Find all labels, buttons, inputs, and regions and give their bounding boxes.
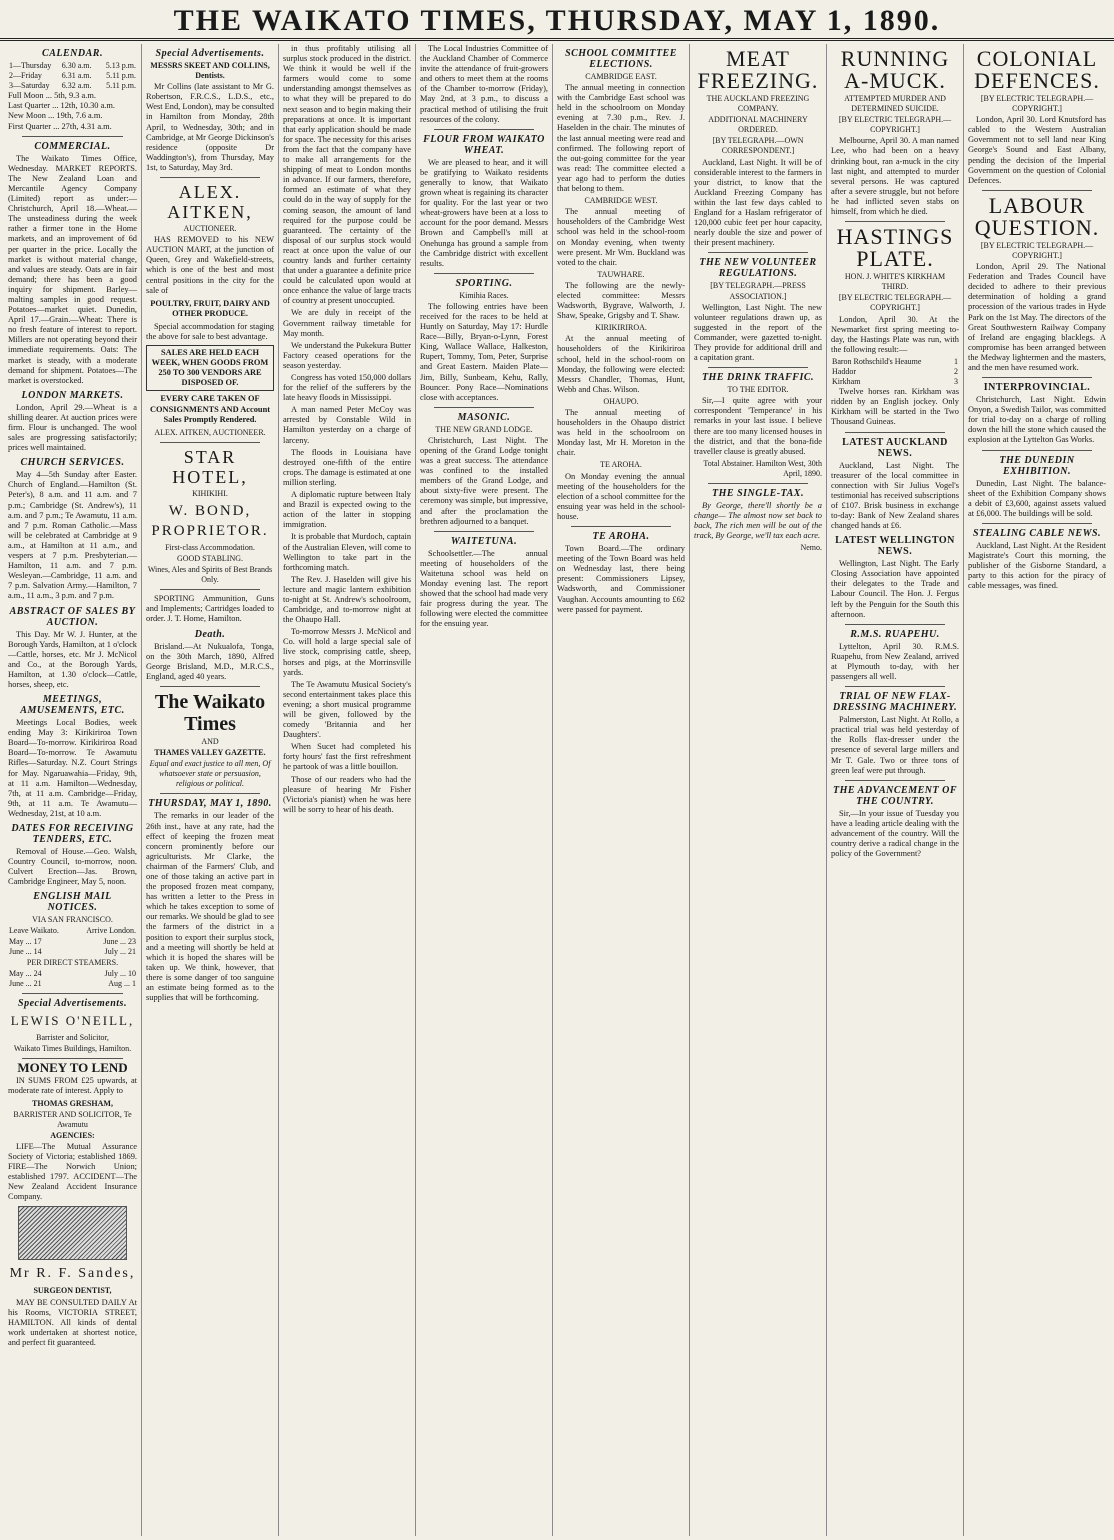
divider — [845, 221, 945, 222]
waitetuna-heading: WAITETUNA. — [450, 535, 518, 547]
amuck-subheading: ATTEMPTED MURDER AND DETERMINED SUICIDE. — [844, 94, 946, 114]
paper-motto: Equal and exact justice to all men, Of whatsoever state or persuasion, religious or political. — [149, 759, 271, 789]
ruapehu-heading: R.M.S. RUAPEHU. — [850, 628, 940, 640]
divider — [22, 993, 123, 994]
te-aroha-text: On Monday evening the annual meeting of the householders for the election of a school committee for the ensuing year was held in the school-house. — [557, 471, 685, 521]
moon-phase: Full Moon ... 5th, 9.3 a.m. — [8, 91, 96, 101]
agencies-text: LIFE—The Mutual Assurance Society of Victoria; established 1869. FIRE—The Norwich Union; established 1797. ACCIDENT—The New Zealand Accident Insurance Company. — [8, 1141, 137, 1202]
ohaupo-text: The annual meeting of householders in the Ohaupo district was held in the schoolroom on Monday last, Mr H. Moreton in the chair. — [557, 408, 685, 458]
divider — [160, 442, 260, 443]
special-ads-heading: Special Advertisements. — [155, 48, 265, 59]
aitken-goods: POULTRY, FRUIT, DAIRY AND OTHER PRODUCE. — [150, 298, 270, 318]
kirikiriroa-text: At the annual meeting of householders of the Kirikiriroa school, held in the school-room on Monday, the following were elected: Messrs Chandler, Thomas, Hunt, Webb and Chas. Wilson. — [557, 334, 685, 394]
auckland-news-heading: LATEST AUCKLAND NEWS. — [842, 436, 948, 459]
divider — [22, 1058, 123, 1059]
te-aroha-heading-2: TE AROHA. — [592, 531, 650, 543]
single-tax-heading: THE SINGLE-TAX. — [712, 488, 804, 499]
hastings-telegraph: [BY ELECTRIC TELEGRAPH.—COPYRIGHT.] — [838, 293, 952, 313]
moon-phases — [8, 91, 137, 131]
moon-phase: First Quarter ... 27th, 4.31 a.m. — [8, 121, 112, 131]
colonial-defences-telegraph: [BY ELECTRIC TELEGRAPH.—COPYRIGHT.] — [980, 94, 1094, 114]
table-row — [8, 979, 137, 989]
hastings-after: Twelve horses ran. Kirkham was ridden by an English jockey. Only Kirkham will be started in the Two Thousand Guineas. — [831, 387, 959, 427]
volunteer-heading: THE NEW VOLUNTEER REGULATIONS. — [699, 257, 817, 280]
amuck-text: Melbourne, April 30. A man named Lee, who had been on a heavy drinking bout, ran a-muck in the city last night, and attempted to murder several persons. He was captured after a severe struggle, but not before he had inflicted seven stabs on himself, from which he died. — [831, 136, 959, 217]
wellington-news-text: Wellington, Last Night. The Early Closing Association have appointed their delegates to the Trade and Labour Council. The Hon. J. Fergus left by the Penguin for the South this afternoon. — [831, 559, 959, 619]
divider — [845, 780, 945, 781]
london-markets-text: London, April 29.—Wheat is a shilling dearer. At auction prices were firm. Flour is unchanged. The wool sales are progressing satisfactorily; prices well maintained. — [8, 402, 137, 453]
volunteer-text: Wellington, Last Night. The new volunteer regulations drawn up, as suggested in the report of the Commander, were gazetted to-night. They provide for additional drill and a capitation grant. — [694, 302, 822, 363]
sales-banner: SALES ARE HELD EACH WEEK, WHEN GOODS FROM 250 TO 300 VENDORS ARE DISPOSED OF. — [146, 345, 274, 391]
placing: 1 — [954, 356, 958, 366]
volunteer-telegraph: [BY TELEGRAPH.—PRESS ASSOCIATION.] — [710, 281, 806, 301]
gresham-title: BARRISTER AND SOLICITOR, Te Awamutu — [13, 1109, 132, 1129]
table-header: Leave Waikato. — [9, 926, 59, 936]
sandes-text: MAY BE CONSULTED DAILY At his Rooms, VICTORIA STREET, HAMILTON. All kinds of dental work undertaken at shortest notice, and perfect fit guaranteed. — [8, 1297, 137, 1347]
oneill-name: LEWIS O'NEILL, — [10, 1013, 135, 1029]
masonic-subheading: THE NEW GRAND LODGE. — [435, 424, 533, 434]
divider — [160, 589, 260, 590]
calendar-heading: CALENDAR. — [42, 48, 103, 59]
masonic-text: Christchurch, Last Night. The opening of the Grand Lodge tonight was a great success. The attendance was confined to the installed members of the Grand Lodge, and about sixty-five were present. The ceremony was simple, but impressive, and after the proclamation the brethren adjourned to a banquet. — [420, 435, 548, 526]
agencies-heading: AGENCIES: — [50, 1130, 95, 1140]
meat-freezing-heading: MEAT FREEZING. — [697, 46, 819, 93]
money-to-lend-heading: MONEY TO LEND — [17, 1060, 128, 1076]
single-tax-signature: Nemo. — [800, 543, 822, 553]
ohaupo-heading: OHAUPO. — [603, 396, 639, 406]
flour-heading: FLOUR FROM WAIKATO WHEAT. — [423, 133, 545, 156]
divider — [434, 407, 534, 408]
column-7 — [826, 44, 963, 1536]
cambridge-west-heading: CAMBRIDGE WEST. — [584, 196, 658, 206]
table-cell: May ... 24 — [9, 968, 42, 978]
tenders-text: Removal of House.—Geo. Walsh, Country Council, to-morrow, noon. Culvert Erection—Jas. Brown, Cambridge Engineer, May 5, noon. — [8, 847, 137, 887]
meat-freezing-sub-2: ADDITIONAL MACHINERY ORDERED. — [708, 115, 808, 135]
meetings-text: Meetings Local Bodies, week ending May 3: Kirikiriroa Town Board—To-morrow. Kirikiriroa Road Board—To-morrow. Te Awamutu Rifles—Saturday. N.Z. Court Strings for May. Ngaruawahia—Friday, 9th, at 11 a.m. Hamilton—Wednesday, 7th, at 11 a.m. Cambridge—Friday, 9th, at 11 a.m. Te Awamutu—Wednesday, 21st, at 10 a.m. — [8, 718, 137, 818]
aitken-name: ALEX. AITKEN, — [167, 182, 253, 223]
news-item: Those of our readers who had the pleasure of hearing Mr Fisher (Victoria's pianist) when he was here will be sorry to hear of his death. — [283, 774, 411, 814]
meetings-heading: MEETINGS, AMUSEMENTS, ETC. — [20, 694, 125, 717]
mail-table-2 — [8, 969, 137, 989]
divider — [434, 531, 534, 532]
mail-table — [8, 926, 137, 956]
star-hotel-accommodation: First-class Accommodation. — [165, 542, 255, 552]
aitken-title: AUCTIONEER. — [183, 224, 237, 234]
exhibition-heading: THE DUNEDIN EXHIBITION. — [999, 454, 1075, 477]
masthead-title: THE WAIKATO TIMES, THURSDAY, MAY 1, 1890. — [173, 4, 941, 37]
moon-phase: Last Quarter ... 12th, 10.30 a.m. — [8, 101, 115, 111]
advancement-heading: THE ADVANCEMENT OF THE COUNTRY. — [832, 784, 958, 807]
divider — [708, 483, 808, 484]
mail-heading: ENGLISH MAIL NOTICES. — [33, 891, 112, 914]
school-elections-heading: SCHOOL COMMITTEE ELECTIONS. — [565, 48, 677, 70]
placing: 3 — [954, 377, 958, 387]
leader-text: The remarks in our leader of the 26th inst., have at any rate, had the effect of keeping the frozen meat concern prominently before our agriculturists. Mr Clarke, the chairman of the Farmers' Club, and one of those taking an active part in the proposed frozen meat company, has written a letter to the Press in which he takes exception to some of our remarks. We should be glad to see the farmers of the district in a position to export their surplus stock, and a meeting will shortly be held at which it is hoped the shares will be taken up. We think, however, that there is some danger of too sanguine an estimate being formed as to the supplies that will be forthcoming. — [146, 811, 274, 1003]
sandes-name: Mr R. F. Sandes, — [9, 1266, 136, 1282]
te-aroha-heading: TE AROHA. — [600, 460, 642, 470]
oneill-title: Barrister and Solicitor, — [36, 1033, 109, 1043]
divider — [434, 273, 534, 274]
horse-name: Baron Rothschild's Heaume — [832, 356, 922, 366]
wellington-news-heading: LATEST WELLINGTON NEWS. — [835, 535, 955, 558]
table-cell: Aug ... 1 — [108, 978, 136, 988]
divider — [982, 450, 1092, 451]
kimihia-heading: Kimihia Races. — [459, 290, 509, 300]
exhibition-text: Dunedin, Last Night. The balance-sheet of the Exhibition Company shows a debit of £3,600, against assets valued at £6,000. The buildings will be sold. — [968, 478, 1106, 518]
masthead — [0, 0, 1114, 41]
paper-and: AND — [201, 736, 219, 746]
divider — [708, 367, 808, 368]
divider — [982, 523, 1092, 524]
news-item: A man named Peter McCoy was arrested by Constable Wild in Hamilton yesterday on a charge of larceny. — [283, 405, 411, 445]
columns — [4, 44, 1110, 1536]
dentures-illustration — [18, 1206, 127, 1260]
drink-traffic-signature: Total Abstainer. Hamilton West, 30th April, 1890. — [703, 458, 822, 478]
london-markets-heading: LONDON MARKETS. — [21, 389, 124, 401]
divider — [571, 526, 671, 527]
dateline: THURSDAY, MAY 1, 1890. — [148, 798, 272, 810]
labour-telegraph: [BY ELECTRIC TELEGRAPH.—COPYRIGHT.] — [980, 240, 1094, 260]
table-row — [8, 926, 137, 936]
placing: 2 — [954, 366, 958, 376]
column-1 — [4, 44, 141, 1536]
divider — [160, 177, 260, 178]
table-cell: May ... 17 — [9, 936, 42, 946]
divider — [434, 129, 534, 130]
te-aroha-text-2: Town Board.—The ordinary meeting of the Town Board was held on Wednesday last, there being present: Commissioners Lipsey, Wadsworth, and Commissioner Vaughan. Accounts amounting to £62 were passed for payment. — [557, 544, 685, 614]
sun-sets: 5.13 p.m. — [105, 61, 136, 70]
special-ads-heading: Special Advertisements. — [18, 998, 127, 1010]
interprovincial-heading: INTERPROVINCIAL. — [983, 382, 1091, 394]
table-cell: June ... 23 — [103, 936, 136, 946]
star-hotel-wines: Wines, Ales and Spirits of Best Brands Only. — [147, 565, 273, 585]
single-tax-text: By George, there'll shortly be a change— The almost now set back to back, The rich men will be out of the track, By George, we'll tax each acre. — [694, 501, 822, 541]
divider — [22, 136, 123, 137]
kirikiriroa-heading: KIRIKIRIROA. — [595, 323, 647, 333]
table-row — [8, 947, 137, 957]
advancement-text: Sir,—In your issue of Tuesday you have a leading article dealing with the advancement of the country. Will the country derive a radical change in the policy of the Government? — [831, 808, 959, 859]
news-item: When Sucet had completed his forty hours' fast the first refreshment he partook of was a little bouillon. — [283, 742, 411, 772]
table-row — [8, 61, 137, 71]
money-to-lend-text: IN SUMS FROM £25 upwards, at moderate rate of interest. Apply to — [8, 1076, 137, 1096]
star-hotel-place: KIHIKIHI. — [192, 488, 228, 498]
table-cell: July ... 21 — [104, 946, 136, 956]
masonic-heading: MASONIC. — [457, 411, 511, 423]
sandes-title: SURGEON DENTIST, — [33, 1286, 112, 1296]
table-row — [831, 377, 959, 387]
tauwhare-heading: TAUWHARE. — [597, 269, 645, 279]
news-item: It is probable that Murdoch, captain of the Australian Eleven, will come to Wellington to take part in the forthcoming match. — [283, 532, 412, 572]
committee-text: The Local Industries Committee of the Auckland Chamber of Commerce invite the attendance of fruit-growers and others to meet them at the rooms of the Chamber to-morrow (Friday), May 2nd, at 3 p.m., to discuss a practical method of utilising the fruit resources of the colony. — [420, 44, 548, 124]
table-header: Arrive London. — [86, 926, 136, 936]
horse-name: Haddor — [832, 366, 856, 376]
horse-name: Kirkham — [832, 377, 861, 387]
table-row — [831, 367, 959, 377]
colonial-defences-heading: COLONIAL DEFENCES. — [974, 46, 1100, 93]
calendar-table — [8, 61, 137, 91]
amuck-telegraph: [BY ELECTRIC TELEGRAPH.—COPYRIGHT.] — [838, 115, 952, 135]
labour-heading: LABOUR QUESTION. — [974, 192, 1100, 240]
calendar-day: 1—Thursday — [9, 61, 52, 70]
aitken-signature: ALEX. AITKEN, AUCTIONEER. — [154, 427, 266, 437]
drink-traffic-heading: THE DRINK TRAFFIC. — [701, 372, 815, 384]
column-3 — [278, 44, 415, 1536]
tauwhare-text: The following are the newly-elected committee: Messrs Wadsworth, Bygrave, Walworth, J. Shaw, Speake, Grigsby and T. Shaw. — [557, 280, 685, 321]
table-cell: June ... 14 — [9, 946, 42, 956]
column-4 — [415, 44, 552, 1536]
news-item: The floods in Louisiana have destroyed one-fifth of the entire crops. The damage is estimated at one million sterling. — [283, 447, 411, 487]
labour-text: London, April 29. The National Federation and Trades Council have decided to adhere to their previous determination of holding a grand procession of the various trades in Hyde Park on the 1st May. The directors of the Great Southwestern Railway Company of Ireland are engaging blacklegs. A compromise has been arranged between the Medway lightermen and the masters, and the men have resumed work. — [968, 262, 1106, 372]
calendar-day: 3—Saturday — [9, 81, 50, 91]
divider — [845, 432, 945, 433]
sun-rises: 6.30 a.m. — [61, 61, 92, 70]
interprovincial-text: Christchurch, Last Night. Edwin Onyon, a Swedish Tailor, was committed for trial to-day on a charge of rolling down the hill the stone which caused the explosion at the Lyttelton Gas Works. — [968, 395, 1106, 445]
divider — [708, 252, 808, 253]
dentists-heading: MESSRS SKEET AND COLLINS, Dentists. — [150, 61, 270, 81]
table-row — [8, 969, 137, 979]
news-item: We are duly in receipt of the Government railway timetable for May month. — [283, 308, 411, 338]
hastings-results — [831, 357, 959, 387]
flax-text: Palmerston, Last Night. At Rollo, a practical trial was held yesterday of the Rolls flax-dresser under the presence of several large millers and Mr T. Gale. Two or three tons of green leaf were put through. — [831, 715, 959, 775]
cambridge-west-text: The annual meeting of householders of the Cambridge West school was held in the school-room on Monday evening, when twenty were present. Mr Wm. Buckland was voted to the chair. — [557, 207, 685, 267]
paper-title: The Waikato Times — [154, 690, 266, 735]
divider — [160, 793, 260, 794]
column-8 — [963, 44, 1110, 1536]
news-item: To-morrow Messrs J. McNicol and Co. will hold a large special sale of live stock, comprising cattle, sheep, horses and pigs, at the Morrinsville yards. — [283, 627, 411, 677]
dentists-text: Mr Collins (late assistant to Mr G. Robertson, F.R.C.S., L.D.S., etc., West End, London), may be consulted in Hamilton from Monday, 28th April, to Wednesday, 30th; and in Cambridge, at Mr George Dickinson's residence (opposite Dr Waddington's), from Thursday, May 1st, to Saturday, May 3rd. — [146, 82, 274, 172]
death-text: Brisland.—At Nukualofa, Tonga, on the 30th March, 1890, Alfred George Brisland, M.D., M.R.C.S., England, aged 40 years. — [146, 641, 274, 681]
star-hotel-name: STAR HOTEL, — [172, 446, 248, 487]
hastings-text: London, April 30. At the Newmarket first spring meeting to-day, the Hastings Plate was run, with the following result:— — [831, 314, 959, 354]
aitken-extra: Special accommodation for staging the above for sale to best advantage. — [146, 321, 274, 341]
sun-rises: 6.32 a.m. — [61, 81, 92, 91]
divider — [160, 686, 260, 687]
table-row — [8, 937, 137, 947]
flax-heading: TRIAL OF NEW FLAX-DRESSING MACHINERY. — [832, 691, 958, 714]
hastings-heading: HASTINGS PLATE. — [836, 224, 954, 272]
table-cell: June ... 21 — [9, 978, 42, 988]
news-item: The Te Awamutu Musical Society's second entertainment takes place this evening; a short musical programme will be given, followed by the comedy 'Britannia and her Daughters'. — [283, 679, 411, 740]
death-heading: Death. — [194, 628, 226, 640]
column-5 — [552, 44, 689, 1536]
drink-traffic-text: Sir,—I quite agree with your correspondent 'Temperance' in his remarks in your last issue. I believe there are too many licensed houses in the district, and that the bona-fide traveller clause is greatly abused. — [694, 396, 822, 456]
sun-rises: 6.31 a.m. — [61, 71, 92, 81]
table-row — [831, 357, 959, 367]
flour-text: We are pleased to hear, and it will be gratifying to Waikato residents generally to know, that Waikato grown wheat is regaining its character for quality. For the last year or two wheat-growers have been at a loss to account for the poor demand. Messrs Brown and Campbell's mill at Onehunga has ground a sample from the Cambridge district with excellent results. — [420, 157, 548, 268]
news-item: We understand the Pukekura Butter Factory ceased operations for the season yesterday. — [283, 340, 411, 370]
meat-freezing-text: Auckland, Last Night. It will be of considerable interest to the farmers in your district, to know that the Auckland Freezing Company has within the last few days cabled to England for a Haslam refrigerator of 120,000 cubic feet per hour capacity, nearly double the size and power of their present machinery. — [694, 157, 822, 248]
every-care: EVERY CARE TAKEN OF CONSIGNMENTS AND Account Sales Promptly Rendered. — [149, 394, 271, 424]
commercial-heading: COMMERCIAL. — [34, 140, 111, 152]
amuck-heading: RUNNING A-MUCK. — [840, 46, 950, 93]
church-text: May 4—5th Sunday after Easter. Church of England.—Hamilton (St. Peter's), 8 a.m. and 11 a.m. and 7 p.m.; Cambridge (St. Andrew's), 11 a.m. and 7 p.m.; Te Awamutu, 11 a.m. and 7 p.m. Roman Catholic.—Mass will be celebrated at Cambridge at 9 a.m., at Hamilton at 11 a.m., and vespers at 7 p.m. Presbyterian.—Hamilton, 11 a.m. and 7 p.m. Wesleyan.—Cambridge, 11 a.m. and 7 p.m. Salvation Army.—Hamilton, 7 a.m., 11 a.m., 3 p.m. and 7 p.m. — [8, 470, 137, 601]
star-hotel-stabling: GOOD STABLING. — [176, 554, 244, 563]
sporting-heading: SPORTING. — [455, 277, 513, 289]
waitetuna-text: Schoolsettler.—The annual meeting of householders of the Waitetuna school was held on Monday evening last. The report showed that the school had made very fair progress during the year. The following were elected the committee for the ensuing year. — [420, 548, 548, 629]
news-item: A diplomatic rupture between Italy and Brazil is expected owing to the action of the latter in stopping immigration. — [283, 490, 411, 530]
divider — [845, 624, 945, 625]
meat-freezing-telegraph: [BY TELEGRAPH.—OWN CORRESPONDENT.] — [712, 136, 804, 156]
star-hotel-proprietor: W. BOND, PROPRIETOR. — [151, 502, 269, 539]
sun-sets: 5.11 p.m. — [106, 81, 136, 91]
kimihia-text: The following entries have been received for the races to be held at Huntly on Saturday, May 17: Hurdle Race—Billy, Bryan-o-Lynn, Forest King, Wallace Wallace, Halkeston, Rupert, Tommy, Tom, Peter, Surprise and Great Eastern. Maiden Plate—Jim, Billy, Sunbeam, Kehu, Rally, Bouncer. Pony Race—Nominations close with acceptances. — [420, 301, 548, 402]
news-item: Congress has voted 150,000 dollars for the relief of the sufferers by the late heavy floods in Mississippi. — [283, 373, 411, 403]
moon-phase: New Moon ... 19th, 7.6 a.m. — [8, 111, 103, 121]
church-heading: CHURCH SERVICES. — [20, 457, 125, 469]
cambridge-east-text: The annual meeting in connection with the Cambridge East school was held in the schoolroom on Monday evening at 7.30 p.m., Rev. J. Haselden in the chair. The minutes of the last annual meeting were read and confirmed. The following report of the out-going committee for the year was read: The committee elected a year ago had to perform the duties that belong to them. — [557, 83, 685, 194]
table-row — [8, 71, 137, 81]
cambridge-east-heading: CAMBRIDGE EAST. — [585, 72, 657, 81]
news-item: The Rev. J. Haselden will give his lecture and magic lantern exhibition to-night at St. Andrew's schoolroom, Cambridge, and to-morrow night at the Ohaupo Hall. — [283, 574, 411, 625]
commercial-text: The Waikato Times Office, Wednesday. MARKET REPORTS. The New Zealand Loan and Mercantile Agency Company (Limited) report as under:— Christchurch, April 18.—Wheat.—The unsteadiness during the week rather a firmer tone in the Home markets, and an improvement of 6d per quarter in the price. Locally the market is without material change, and values are steady. Oats are in fair demand; there has been a good inquiry for shipment. Barley—malting samples in good request. Potatoes—market quiet. Dunedin, April 17.—Grain.—Wheat: There is no fresh feature of interest to report. Millers are not operating beyond their immediate requirements. Oats: The market is steady, with a moderate demand for shipment. Potatoes—The market is overstocked. — [8, 153, 137, 385]
sporting-ad-text: SPORTING Ammunition, Guns and Implements; Cartridges loaded to order. J. T. Home, Hamilton. — [146, 594, 274, 624]
paper-gazette: THAMES VALLEY GAZETTE. — [154, 748, 266, 758]
auckland-news-text: Auckland, Last Night. The treasurer of the local committee in connection with Sir Julius Vogel's testimonial has received subscriptions of £107. Brisk business in exchange to-day: Bank of New Zealand shares changed hands at £6. — [831, 460, 959, 531]
drink-traffic-to: TO THE EDITOR. — [727, 385, 789, 395]
colonial-defences-text: London, April 30. Lord Knutsford has cabled to the Western Australian Government not to sell land near King George's Sound and East Albany, pending the decision of the Imperial Government on the question of Colonial Defences. — [968, 115, 1106, 185]
divider — [982, 190, 1092, 191]
hastings-subheading: HON. J. WHITE'S KIRKHAM THIRD. — [844, 272, 946, 292]
calendar-day: 2—Friday — [9, 71, 42, 81]
aitken-text: HAS REMOVED to his NEW AUCTION MART, at the junction of Queen, Grey and Wakefield-streets, which is one of the best and most central positions in the city for the sale of — [146, 235, 274, 295]
mail-subheading-2: PER DIRECT STEAMERS. — [26, 957, 119, 967]
stealing-cable-text: Auckland, Last Night. At the Resident Magistrate's Court this morning, the publisher of the Gisborne Standard, a party to this action for the piracy of cable messages, was fined. — [968, 540, 1106, 591]
table-row — [8, 81, 137, 91]
table-cell: July ... 10 — [104, 968, 136, 978]
abstract-text: This Day. Mr W. J. Hunter, at the Borough Yards, Hamilton, at 1 o'clock—Cattle, horses, etc. Mr J. McNicol and Co., at the Borough Yards, Hamilton, at 1.30 o'clock—Cattle, horses, sheep, etc. — [8, 629, 137, 689]
column-6 — [689, 44, 826, 1536]
meat-freezing-sub-1: THE AUCKLAND FREEZING COMPANY. — [706, 94, 810, 114]
oneill-address: Waikato Times Buildings, Hamilton. — [13, 1044, 132, 1054]
mail-subheading: VIA SAN FRANCISCO. — [32, 915, 113, 925]
divider — [845, 686, 945, 687]
column-2 — [141, 44, 278, 1536]
leader-continued: in thus profitably utilising all surplus stock produced in the district. We think it would be well if the farmers would come to some understanding amongst themselves as to what they will be prepared to do next season and to begin making their preparations at once. It is important that early application should be made for space. The necessity for this arises from the fact that the company have to make all arrangements for the shipping of meat to London months in advance. If our farmers, therefore, formed an estimate of what they could do in the way of supply for the coming season, the amount of land required for the purpose could be guaranteed. The certainty of the disposal of our surplus stock would react at once upon the value of our country lands and further certainty that under a guarantee a definite price could be calculated upon would at once enhance the value of large tracts of country at present unoccupied. — [283, 44, 411, 306]
abstract-heading: ABSTRACT OF SALES BY AUCTION. — [9, 605, 136, 628]
tenders-heading: DATES FOR RECEIVING TENDERS, ETC. — [11, 823, 134, 845]
stealing-cable-heading: STEALING CABLE NEWS. — [972, 527, 1102, 539]
divider — [982, 377, 1092, 378]
ruapehu-text: Lyttelton, April 30. R.M.S. Ruapehu, from New Zealand, arrived at Plymouth to-day, with her passengers all well. — [831, 641, 959, 682]
gresham-name: THOMAS GRESHAM, — [32, 1098, 113, 1108]
sun-sets: 5.11 p.m. — [106, 71, 136, 81]
